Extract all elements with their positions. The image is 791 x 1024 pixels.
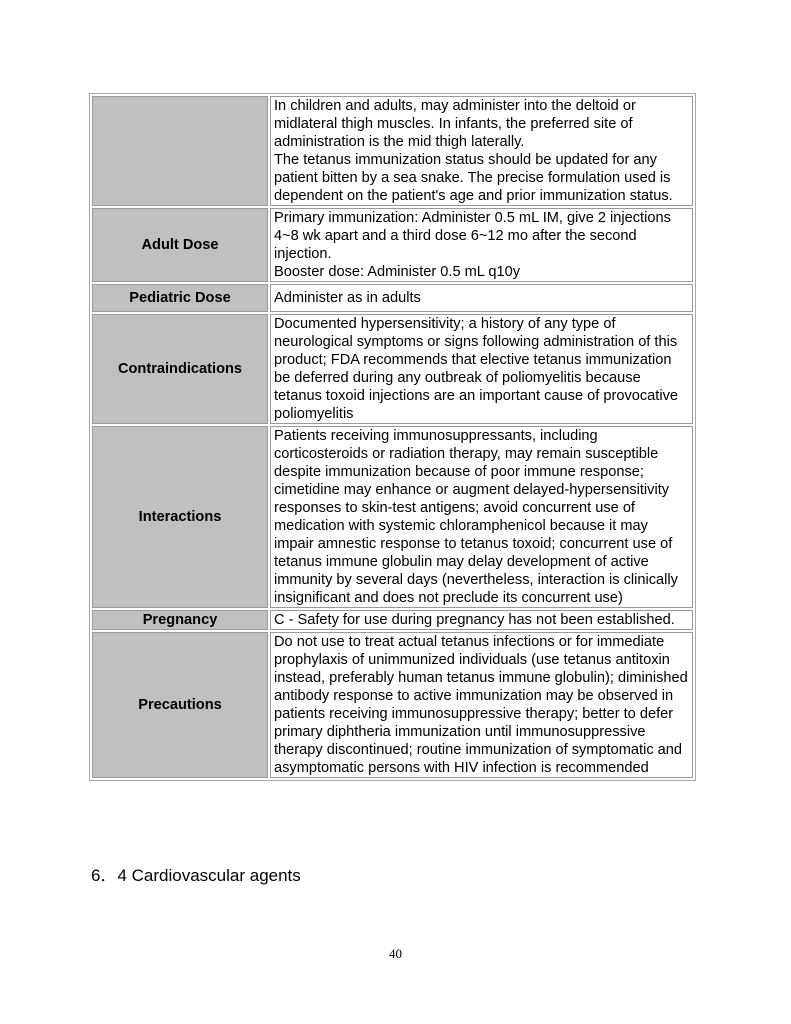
row-value	[270, 610, 693, 630]
row-text: Documented hypersensitivity; a history of any type of neurological symptoms or signs following administration of this product; FDA recommends that elective tetanus immunization be deferred during any outbreak of poliomyelitis because tetanus toxoid injections are an important cause of provocative poliomyelitis	[274, 316, 678, 422]
row-label	[92, 96, 268, 206]
page-number: 40	[389, 946, 402, 961]
section-heading: 6．4 Cardiovascular agents	[91, 866, 301, 885]
table-row	[92, 284, 693, 312]
row-value	[270, 632, 693, 778]
row-value	[270, 426, 693, 608]
row-value	[270, 314, 693, 424]
table-row	[92, 96, 693, 206]
row-text: In children and adults, may administer into the deltoid or midlateral thigh muscles. In infants, the preferred site of administration is the mid thigh laterally.	[274, 98, 636, 150]
row-label: Contraindications	[92, 314, 268, 424]
table-row	[92, 426, 693, 608]
row-value	[270, 208, 693, 282]
drug-info-table	[89, 93, 696, 781]
row-text: Patients receiving immunosuppressants, including corticosteroids or radiation therapy, may remain susceptible despite immunization because of poor immune response; cimetidine may enhance or augment delayed-hypersensitivity responses to skin-test antigens; avoid concurrent use of medication with systemic chloramphenicol because it may impair amnestic response to tetanus toxoid; concurrent use of tetanus immune globulin may delay development of active immunity by several days (nevertheless, interaction is clinically insignificant and does not preclude its concurrent use)	[274, 428, 678, 606]
row-text: Booster dose: Administer 0.5 mL q10y	[274, 264, 521, 280]
table-row	[92, 632, 693, 778]
row-text: C - Safety for use during pregnancy has not been established.	[274, 612, 675, 628]
row-value	[270, 96, 693, 206]
row-text: Primary immunization: Administer 0.5 mL IM, give 2 injections 4~8 wk apart and a third dose 6~12 mo after the second injection.	[274, 210, 671, 262]
row-text: Do not use to treat actual tetanus infections or for immediate prophylaxis of unimmunized individuals (use tetanus antitoxin instead, preferably human tetanus immune globulin); diminished antibody response to active immunization may be observed in patients receiving immunosuppressive therapy; better to defer primary diphtheria immunization until immunosuppressive therapy discontinued; routine immunization of symptomatic and asymptomatic persons with HIV infection is recommended	[274, 634, 688, 776]
row-text: Administer as in adults	[274, 290, 421, 306]
row-label: Pediatric Dose	[92, 284, 268, 312]
table-row	[92, 610, 693, 630]
row-label: Precautions	[92, 632, 268, 778]
row-label: Pregnancy	[92, 610, 268, 630]
row-label: Adult Dose	[92, 208, 268, 282]
row-value	[270, 284, 693, 312]
table-row	[92, 208, 693, 282]
row-text: The tetanus immunization status should be updated for any patient bitten by a sea snake. The precise formulation used is dependent on the patient's age and prior immunization status.	[274, 152, 673, 204]
table-row	[92, 314, 693, 424]
row-label: Interactions	[92, 426, 268, 608]
